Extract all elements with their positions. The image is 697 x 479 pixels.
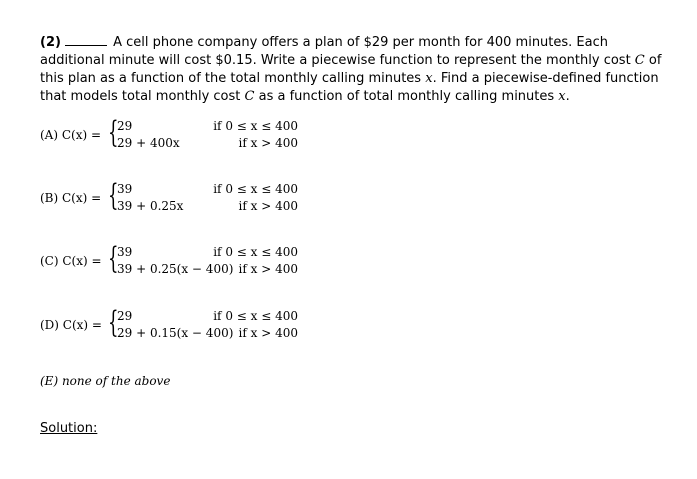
problem-text-4: as a function of total monthly calling minutes <box>254 89 559 104</box>
problem-text-5: . <box>565 89 570 104</box>
brace-icon: { <box>108 178 119 213</box>
problem-number: (2) <box>40 35 61 50</box>
choice-c-label: (C) C(x) = <box>40 254 102 268</box>
choice-b[interactable] <box>40 178 340 218</box>
solution-label: Solution: <box>40 421 98 436</box>
choice-e[interactable]: (E) none of the above <box>40 374 171 388</box>
choice-a-case1: 29 <box>117 119 133 133</box>
choice-c-cond1: if 0 ≤ x ≤ 400 <box>213 245 298 259</box>
problem-text-1: A cell phone company offers a plan of $29 per month for 400 minutes. Each additional minute will cost $0.15. Write a piecewise function to represent the monthly cost <box>40 35 635 68</box>
var-x-2: x <box>558 89 566 104</box>
choice-b-case2: 39 + 0.25x <box>117 199 184 213</box>
choice-d-label: (D) C(x) = <box>40 318 102 332</box>
brace-icon: { <box>108 115 119 150</box>
brace-icon: { <box>108 305 119 340</box>
choice-a-cond1: if 0 ≤ x ≤ 400 <box>213 119 298 133</box>
choice-c[interactable] <box>40 241 340 281</box>
choice-b-case1: 39 <box>117 182 133 196</box>
problem-text-3: . Find a piecewise-defined function that models total monthly cost <box>40 71 659 104</box>
brace-icon: { <box>108 241 119 276</box>
choice-b-cond1: if 0 ≤ x ≤ 400 <box>213 182 298 196</box>
choice-a-label: (A) C(x) = <box>40 128 102 142</box>
choice-d-case2: 29 + 0.15(x − 400) <box>117 326 234 340</box>
choice-c-case2: 39 + 0.25(x − 400) <box>117 262 234 276</box>
choice-a-cond2: if x > 400 <box>238 136 298 150</box>
choice-d-case1: 29 <box>117 309 133 323</box>
problem-text-2: of this plan as a function of the total monthly calling minutes <box>40 53 662 86</box>
choice-d-cond2: if x > 400 <box>238 326 298 340</box>
var-c-2: C <box>244 89 255 104</box>
choice-c-case1: 39 <box>117 245 133 259</box>
choice-d[interactable] <box>40 305 340 345</box>
choice-a[interactable] <box>40 115 340 155</box>
answer-blank <box>65 33 107 46</box>
problem-statement <box>40 33 670 106</box>
choice-b-cond2: if x > 400 <box>238 199 298 213</box>
choice-a-case2: 29 + 400x <box>117 136 180 150</box>
choice-c-cond2: if x > 400 <box>238 262 298 276</box>
var-x: x <box>425 71 433 86</box>
var-c: C <box>634 53 645 68</box>
choice-b-label: (B) C(x) = <box>40 191 102 205</box>
choice-d-cond1: if 0 ≤ x ≤ 400 <box>213 309 298 323</box>
